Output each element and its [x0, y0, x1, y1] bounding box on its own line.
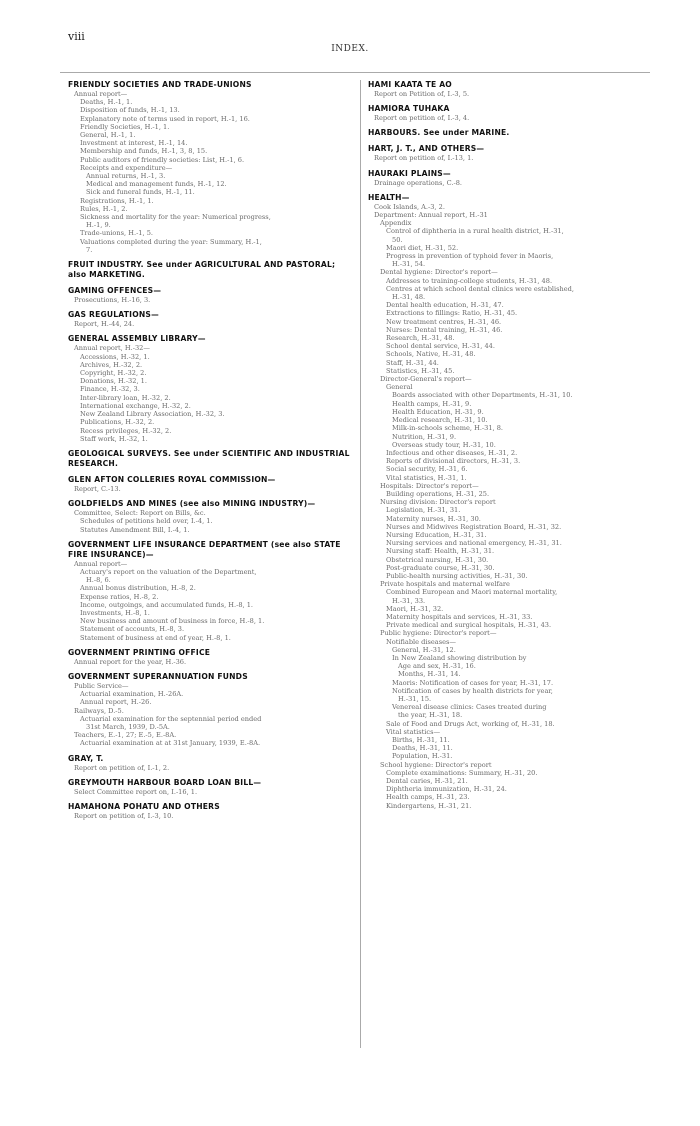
index-subentry: Publications, H.-32, 2. [80, 418, 155, 427]
index-subentry: Drainage operations, C.-8. [374, 178, 463, 187]
index-subentry: Progress in prevention of typhoid fever in Maoris, [386, 252, 554, 261]
index-subentry: Finance, H.-32, 3. [80, 385, 140, 394]
index-entry [368, 144, 650, 162]
index-subentry: Accessions, H.-32, 1. [80, 352, 150, 361]
index-entry [68, 80, 355, 254]
index-subentry: Social security, H.-31, 6. [386, 465, 468, 474]
index-subentry: the year, H.-31, 18. [398, 711, 463, 720]
index-subentry: Annual report for the year, H.-36. [74, 657, 187, 666]
header-rule [60, 72, 650, 73]
index-subentry: Statutes Amendment Bill, I.-4, 1. [80, 525, 190, 534]
index-subentry: Nursing division: Director's report [380, 498, 496, 507]
index-subentry: Annual report, H.-32— [74, 344, 150, 353]
index-subentry: Valuations completed during the year: Summary, H.-1, [80, 237, 262, 246]
index-subentry: Report on petition of, I.-13, 1. [374, 154, 474, 163]
page-heading: INDEX. [331, 44, 369, 54]
index-subentry: Maternity nurses, H.-31, 30. [386, 514, 481, 523]
index-subentry: H.-31, 54. [392, 260, 426, 269]
index-subentry: Venereal disease clinics: Cases treated during [392, 703, 547, 712]
index-subentry: Actuary's report on the valuation of the Department, [80, 567, 257, 576]
index-subentry: Teachers, E.-1, 27; E.-5, E.-8A. [74, 731, 177, 740]
index-subentry: Health camps, H.-31, 23. [386, 793, 470, 802]
index-subentry: Extractions to fillings: Ratio, H.-31, 45. [386, 309, 518, 318]
index-column-right [368, 80, 650, 816]
index-subentry: H.-8, 6. [86, 576, 111, 585]
index-subentry: Copyright, H.-32, 2. [80, 369, 147, 378]
index-subentry: Appendix [380, 219, 412, 228]
index-subentry: Expense ratios, H.-8, 2. [80, 592, 159, 601]
index-subentry: Maoris: Notification of cases for year, H.-31, 17. [392, 678, 554, 687]
index-heading: GOVERNMENT LIFE INSURANCE DEPARTMENT (see also STATE FIRE INSURANCE)— [68, 539, 341, 559]
index-subentry: Nursing services and national emergency, H.-31, 31. [386, 539, 562, 548]
index-subentry: Annual report— [74, 90, 128, 98]
index-entry [68, 540, 355, 642]
index-entry [68, 802, 355, 820]
index-heading: HAMIORA TUHAKA [368, 104, 450, 114]
index-subentry: Public hygiene: Director's report— [380, 629, 497, 638]
index-subentry: Report on petition of, I.-1, 2. [74, 763, 170, 772]
index-subentry: Nursing Education, H.-31, 31. [386, 530, 487, 539]
index-subentry: Statement of accounts, H.-8, 3. [80, 625, 185, 634]
index-subentry: Private medical and surgical hospitals, H.-31, 43. [386, 621, 552, 630]
index-subentry: H.-31, 15. [398, 695, 432, 703]
index-entry [68, 449, 355, 469]
index-heading: GOVERNMENT SUPERANNUATION FUNDS [68, 671, 248, 681]
index-subentry: Cook Islands, A.-3, 2. [374, 202, 445, 211]
index-entry [68, 286, 355, 304]
index-subentry: Dental caries, H.-31, 21. [386, 777, 468, 786]
index-subentry: Maternity hospitals and services, H.-31, 33. [386, 612, 533, 621]
index-heading: GOVERNMENT PRINTING OFFICE [68, 647, 211, 657]
index-subentry: Report on petition of, I.-3, 10. [74, 811, 174, 820]
index-subentry: Annual report— [74, 559, 128, 568]
index-subentry: Annual returns, H.-1, 3. [86, 172, 166, 181]
index-subentry: Notifiable diseases— [386, 637, 456, 646]
index-subentry: Income, outgoings, and accumulated funds, H.-8, 1. [80, 600, 254, 609]
index-subentry: Complete examinations: Summary, H.-31, 20. [386, 768, 538, 777]
index-subentry: Director-General's report— [380, 375, 472, 384]
index-subentry: Obstetrical nursing, H.-31, 30. [386, 555, 489, 564]
index-subentry: International exchange, H.-32, 2. [80, 401, 191, 410]
index-subentry: Investments, H.-8, 1. [80, 608, 150, 617]
index-subentry: Public auditors of friendly societies: List, H.-1, 6. [80, 155, 245, 164]
index-entry [68, 260, 355, 280]
index-subentry: Report, C.-13. [74, 484, 121, 493]
index-entry [368, 104, 650, 122]
index-subentry: Report on petition of, I.-3, 4. [374, 114, 470, 123]
index-subentry: Nurses: Dental training, H.-31, 46. [386, 325, 503, 334]
index-subentry: Births, H.-31, 11. [392, 736, 450, 745]
index-subentry: Nursing staff: Health, H.-31, 31. [386, 547, 495, 556]
index-subentry: Vital statistics, H.-31, 1. [386, 473, 467, 482]
index-subentry: Department: Annual report, H.-31 [374, 211, 488, 220]
index-subentry: Public Service— [74, 681, 129, 690]
index-subentry: Dental hygiene: Director's report— [380, 268, 498, 277]
index-heading: GAS REGULATIONS— [68, 310, 159, 320]
index-subentry: Registrations, H.-1, 1. [80, 196, 154, 205]
index-subentry: Schedules of petitions held over, I.-4, 1. [80, 517, 213, 526]
index-entry [68, 310, 355, 328]
index-subentry: Report, H.-44, 24. [74, 320, 135, 329]
index-subentry: Age and sex, H.-31, 16. [398, 662, 476, 671]
index-subentry: Medical and management funds, H.-1, 12. [86, 180, 227, 189]
index-subentry: Control of diphtheria in a rural health district, H.-31, [386, 227, 564, 236]
index-subentry: Receipts and expenditure— [80, 163, 173, 172]
index-entry [68, 754, 355, 772]
index-subentry: Population, H.-31. [392, 752, 453, 761]
index-subentry: 7. [86, 245, 93, 254]
index-heading: HARBOURS. See under MARINE. [368, 128, 510, 138]
index-entry [68, 648, 355, 666]
index-subentry: Friendly Societies, H.-1, 1. [80, 122, 170, 131]
index-subentry: Deaths, H.-1, 1. [80, 98, 133, 107]
index-heading: GRAY, T. [68, 753, 104, 763]
index-subentry: Centres at which school dental clinics were established, [386, 284, 575, 293]
index-subentry: Months, H.-31, 14. [398, 670, 461, 679]
page-number: viii [68, 30, 85, 43]
index-subentry: Disposition of funds, H.-1, 13. [80, 106, 180, 115]
index-subentry: In New Zealand showing distribution by [392, 653, 527, 662]
index-subentry: School hygiene: Director's report [380, 760, 492, 769]
index-subentry: Inter-library loan, H.-32, 2. [80, 393, 171, 402]
index-subentry: School dental service, H.-31, 44. [386, 342, 495, 351]
index-subentry: New Zealand Library Association, H.-32, 3. [80, 410, 225, 419]
index-subentry: Staff, H.-31, 44. [386, 358, 439, 367]
index-subentry: Annual bonus distribution, H.-8, 2. [80, 584, 196, 593]
index-subentry: General, H.-1, 1. [80, 131, 136, 140]
index-entry [368, 169, 650, 187]
index-subentry: Health camps, H.-31, 9. [392, 399, 472, 408]
index-subentry: Nutrition, H.-31, 9. [392, 432, 457, 441]
index-subentry: Committee, Select: Report on Bills, &c. [74, 509, 206, 518]
index-heading: GREYMOUTH HARBOUR BOARD LOAN BILL— [68, 777, 262, 787]
index-heading: HAMAHONA POHATU AND OTHERS [68, 801, 220, 811]
index-subentry: Recess privileges, H.-32, 2. [80, 426, 172, 435]
index-entry [68, 672, 355, 748]
index-subentry: Addresses to training-college students, H.-31, 48. [386, 276, 553, 285]
index-subentry: Statistics, H.-31, 45. [386, 366, 455, 375]
index-subentry: Maori, H.-31, 32. [386, 604, 444, 613]
index-subentry: Deaths, H.-31, 11. [392, 744, 453, 753]
index-subentry: Sale of Food and Drugs Act, working of, H.-31, 18. [386, 719, 555, 728]
index-heading: GENERAL ASSEMBLY LIBRARY— [68, 334, 206, 344]
index-subentry: Maori diet, H.-31, 52. [386, 243, 459, 252]
index-heading: GOLDFIELDS AND MINES (see also MINING INDUSTRY)— [68, 499, 316, 509]
index-subentry: Staff work, H.-32, 1. [80, 434, 148, 443]
index-subentry: Boards associated with other Departments, H.-31, 10. [392, 391, 573, 400]
index-subentry: Notification of cases by health districts for year, [392, 686, 553, 695]
index-heading: HEALTH— [368, 192, 410, 202]
index-heading: HAMI KAATA TE AO [368, 80, 452, 89]
index-entry [368, 128, 650, 138]
index-subentry: Sickness and mortality for the year: Numerical progress, [80, 213, 271, 222]
index-subentry: Explanatory note of terms used in report, H.-1, 16. [80, 114, 250, 123]
index-subentry: New treatment centres, H.-31, 46. [386, 317, 502, 326]
index-subentry: Statement of business at end of year, H.-8, 1. [80, 633, 231, 642]
index-entry [68, 778, 355, 796]
index-subentry: Actuarial examination for the septennial period ended [80, 714, 262, 723]
index-subentry: Select Committee report on, I.-16, 1. [74, 787, 198, 796]
index-subentry: Actuarial examination at at 31st January, 1939, E.-8A. [80, 739, 261, 748]
index-subentry: Membership and funds, H.-1, 3, 8, 15. [80, 147, 208, 156]
index-heading: GEOLOGICAL SURVEYS. See under SCIENTIFIC AND INDUSTRIAL RESEARCH. [68, 448, 350, 468]
index-column-left [68, 80, 355, 826]
index-subentry: Private hospitals and maternal welfare [380, 580, 510, 589]
index-heading: FRIENDLY SOCIETIES AND TRADE-UNIONS [68, 80, 252, 89]
index-subentry: Actuarial examination, H.-26A. [80, 690, 184, 699]
column-divider [360, 80, 361, 1048]
index-entry [368, 80, 650, 98]
index-subentry: Diphtheria immunization, H.-31, 24. [386, 785, 507, 794]
index-subentry: General, H.-31, 12. [392, 645, 456, 654]
index-subentry: Building operations, H.-31, 25. [386, 489, 490, 498]
index-heading: GAMING OFFENCES— [68, 286, 162, 296]
index-subentry: Kindergartens, H.-31, 21. [386, 801, 472, 810]
index-subentry: New business and amount of business in force, H.-8, 1. [80, 617, 265, 626]
index-subentry: Archives, H.-32, 2. [80, 360, 143, 369]
index-subentry: Hospitals: Director's report— [380, 481, 479, 490]
index-subentry: Report on Petition of, I.-3, 5. [374, 90, 470, 98]
index-subentry: Legislation, H.-31, 31. [386, 506, 461, 515]
index-subentry: Sick and funeral funds, H.-1, 11. [86, 188, 195, 197]
index-subentry: Public-health nursing activities, H.-31, 30. [386, 571, 528, 580]
index-entry [68, 334, 355, 442]
index-subentry: Prosecutions, H.-16, 3. [74, 296, 151, 305]
index-subentry: Health Education, H.-31, 9. [392, 407, 484, 416]
index-subentry: Vital statistics— [386, 727, 441, 736]
index-subentry: Nurses and Midwives Registration Board, H.-31, 32. [386, 522, 562, 531]
index-subentry: Medical research, H.-31, 10. [392, 416, 488, 425]
index-subentry: Donations, H.-32, 1. [80, 377, 147, 386]
index-heading: GLEN AFTON COLLERIES ROYAL COMMISSION— [68, 474, 276, 484]
index-heading: FRUIT INDUSTRY. See under AGRICULTURAL AND PASTORAL; also MARKETING. [68, 260, 336, 280]
index-entry [68, 499, 355, 534]
index-subentry: Infectious and other diseases, H.-31, 2. [386, 448, 518, 457]
index-subentry: Annual report, H.-26. [80, 698, 152, 707]
index-subentry: H.-31, 33. [392, 596, 426, 605]
index-heading: HAURAKI PLAINS— [368, 168, 451, 178]
index-subentry: H.-31, 48. [392, 293, 426, 302]
index-subentry: Post-graduate course, H.-31, 30. [386, 563, 495, 572]
index-entry [68, 475, 355, 493]
index-subentry: Schools, Native, H.-31, 48. [386, 350, 476, 359]
index-subentry: Investment at interest, H.-1, 14. [80, 139, 188, 148]
index-subentry: 31st March, 1939, D.-5A. [86, 722, 170, 731]
index-subentry: Trade-unions, H.-1, 5. [80, 229, 153, 238]
index-heading: HART, J. T., AND OTHERS— [368, 144, 485, 154]
index-subentry: 50. [392, 235, 403, 244]
index-subentry: Research, H.-31, 48. [386, 334, 455, 343]
index-subentry: Overseas study tour, H.-31, 10. [392, 440, 496, 449]
index-subentry: Rules, H.-1, 2. [80, 204, 128, 213]
index-subentry: General [386, 383, 413, 392]
index-entry [368, 193, 650, 810]
index-subentry: Milk-in-schools scheme, H.-31, 8. [392, 424, 504, 433]
index-subentry: H.-1, 9. [86, 221, 111, 230]
index-subentry: Railways, D.-5. [74, 706, 124, 715]
index-subentry: Reports of divisional directors, H.-31, 3. [386, 457, 521, 466]
index-subentry: Dental health education, H.-31, 47. [386, 301, 504, 310]
index-subentry: Combined European and Maori maternal mortality, [386, 588, 558, 597]
